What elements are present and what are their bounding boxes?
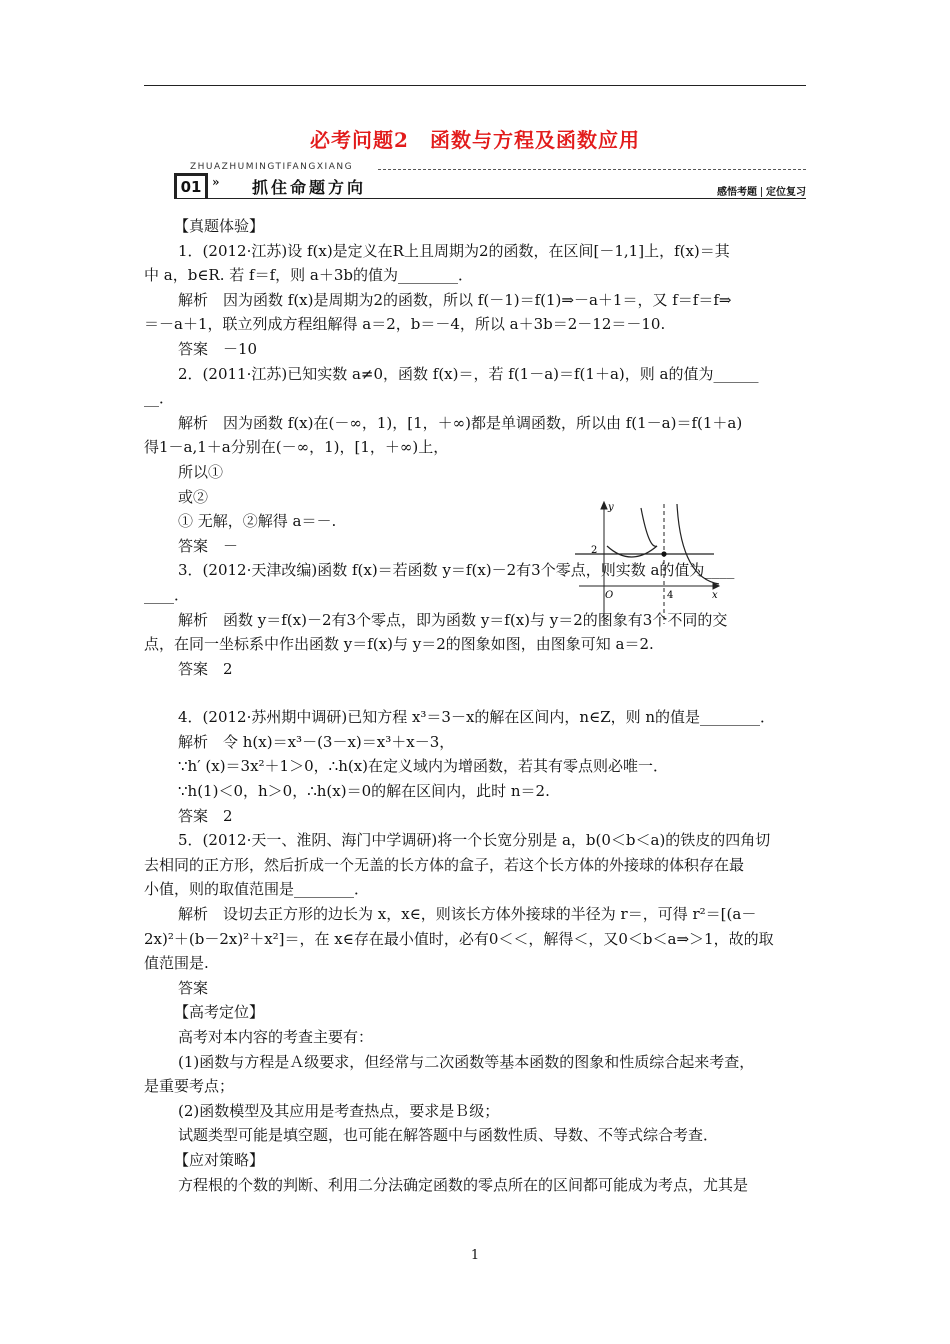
page-title: 必考问题2 函数与方程及函数应用: [310, 128, 640, 152]
section-label: 【应对策略】: [174, 1150, 265, 1169]
text-line: 中 a，b∈R. 若 f＝f，则 a＋3b的值为________．: [144, 266, 473, 285]
text-line: 小值，则的取值范围是________．: [144, 880, 370, 899]
origin-label: O: [605, 590, 614, 601]
text-line: 解析 设切去正方形的边长为 x，x∈，则该长方体外接球的半径为 r＝，可得 r²＝[(a－: [178, 905, 757, 924]
text-line: 解析 因为函数 f(x)在(－∞，1)，[1，＋∞)都是单调函数，所以由 f(1－a)＝f(1＋a): [178, 413, 743, 432]
intersection-point: [661, 551, 666, 556]
spacer: [144, 681, 810, 705]
answer-line: 答案 －10: [178, 339, 258, 358]
text-line: 5．(2012·天一、淮阴、海门中学调研)将一个长宽分别是 a，b(0＜b＜a)的铁皮的四角切: [178, 831, 771, 850]
text-line: ∵h′ (x)＝3x²＋1＞0，∴h(x)在定义域内为增函数，若其有零点则必唯一．: [178, 757, 669, 776]
text-line: __．: [144, 389, 175, 408]
text-line: 2．(2011·江苏)已知实数 a≠0，函数 f(x)＝，若 f(1－a)＝f(1＋a)，则 a的值为______: [178, 364, 759, 383]
text-line: ____．: [144, 585, 190, 604]
function-graph: [571, 498, 721, 628]
text-line: 是重要考点；: [144, 1077, 235, 1096]
text-line: 解析 令 h(x)＝x³－(3－x)＝x³＋x－3，: [178, 732, 455, 751]
answer-line: 答案 －: [178, 536, 239, 555]
text-line: 解析 函数 y＝f(x)－2有3个零点，即为函数 y＝f(x)与 y＝2的图象有3个不同的交: [178, 610, 728, 629]
section-label: 【真题体验】: [174, 217, 265, 235]
text-line: 值范围是.: [144, 954, 209, 973]
banner-tag-a: 感悟考题: [717, 187, 757, 198]
document-body: [144, 214, 810, 1197]
text-line: 点，在同一坐标系中作出函数 y＝f(x)与 y＝2的图象如图，由图象可知 a＝2.: [144, 635, 654, 654]
tick-label-4: 4: [667, 590, 674, 601]
text-line: (1)函数与方程是Ａ级要求，但经常与二次函数等基本函数的图象和性质综合起来考查，: [178, 1052, 755, 1071]
text-line: 解析 因为函数 f(x)是周期为2的函数，所以 f(－1)＝f(1)⇒－a＋1＝，又 f＝f＝f⇒: [178, 290, 732, 309]
text-line: 所以①: [178, 462, 224, 481]
banner-tags: [717, 183, 806, 198]
banner-pinyin: ZHUAZHUMINGTIFANGXIANG: [190, 162, 354, 172]
text-line: (2)函数模型及其应用是考查热点，要求是Ｂ级；: [178, 1101, 500, 1120]
banner-heading: 抓住命题方向: [252, 178, 367, 197]
banner-dotted-rule: [378, 169, 806, 170]
answer-line: 答案 2: [178, 806, 233, 825]
banner-tag-b: 定位复习: [766, 187, 806, 198]
answer-line: 答案 2: [178, 659, 233, 678]
header-rule: [144, 85, 806, 86]
left-branch-curve: [641, 508, 657, 546]
text-line: 方程根的个数的判断、利用二分法确定函数的零点所在的区间都可能成为考点，尤其是: [178, 1175, 749, 1194]
text-line: ① 无解，②解得 a＝－.: [178, 512, 337, 531]
x-axis-label: x: [712, 590, 718, 601]
text-line: 试题类型可能是填空题，也可能在解答题中与函数性质、导数、不等式综合考查．: [178, 1126, 719, 1145]
tick-label-2: 2: [591, 545, 598, 556]
text-line: 3．(2012·天津改编)函数 f(x)＝若函数 y＝f(x)－2有3个零点，则实数 a的值为____: [178, 561, 735, 580]
text-line: 4．(2012·苏州期中调研)已知方程 x³＝3－x的解在区间内，n∈Z，则 n的值是________．: [178, 708, 776, 727]
parabola-curve: [607, 546, 657, 557]
y-axis-label: y: [608, 502, 614, 513]
text-line: 得1－a,1＋a分别在(－∞，1)，[1，＋∞)上，: [144, 438, 449, 457]
text-line: 高考对本内容的考查主要有：: [178, 1028, 374, 1046]
chevron-icon: »: [212, 175, 220, 189]
banner-base-rule: [174, 198, 806, 199]
text-line: 2x)²＋(b－2x)²＋x²]＝，在 x∈存在最小值时，必有0＜＜，解得＜，又0＜b＜a⇒＞1，故的取: [144, 929, 774, 948]
page-number: 1: [470, 1248, 480, 1263]
section-banner: [144, 160, 806, 200]
text-line: ∵h(1)＜0，h＞0，∴h(x)＝0的解在区间内，此时 n＝2.: [178, 782, 550, 801]
text-line: 或②: [178, 487, 209, 506]
y-axis-arrow-icon: [601, 502, 607, 509]
section-label: 【高考定位】: [174, 1003, 265, 1022]
text-line: 1．(2012·江苏)设 f(x)是定义在R上且周期为2的函数，在区间[－1,1]上，f(x)＝其: [178, 241, 730, 260]
text-line: 去相同的正方形，然后折成一个无盖的长方体的盒子，若这个长方体的外接球的体积存在最: [144, 855, 745, 874]
right-branch-curve: [677, 504, 719, 584]
banner-tag-separator: [761, 187, 762, 197]
text-line: ＝－a＋1，联立列成方程组解得 a＝2，b＝－4，所以 a＋3b＝2－12＝－10.: [144, 315, 666, 334]
answer-line: 答案: [178, 978, 209, 997]
banner-number: 01: [176, 175, 206, 199]
